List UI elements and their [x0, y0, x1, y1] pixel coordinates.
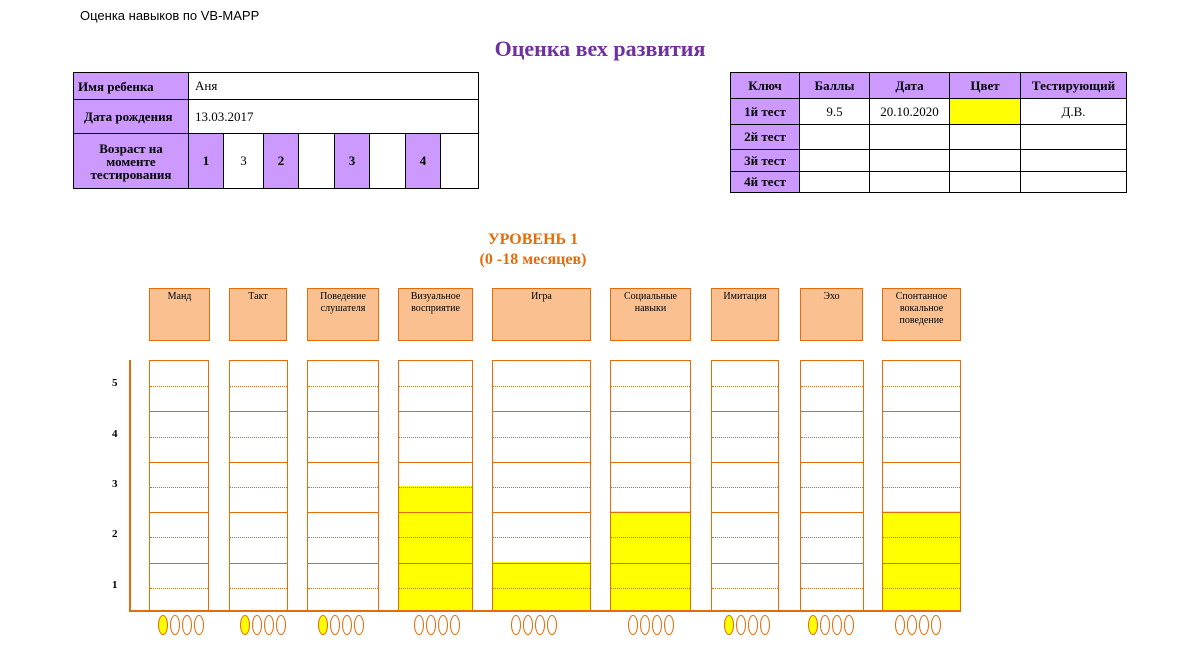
grid-line: [611, 462, 690, 463]
score-cell[interactable]: [800, 125, 870, 150]
color-swatch[interactable]: [950, 150, 1021, 172]
grid-line: [308, 437, 378, 438]
age-label-4: 4: [406, 134, 441, 189]
milestone-column[interactable]: [398, 360, 473, 612]
category-box: Эхо: [800, 288, 863, 341]
score-fill: [611, 511, 690, 612]
milestone-column[interactable]: [711, 360, 779, 612]
tester-cell[interactable]: [1021, 125, 1127, 150]
tester-cell[interactable]: [1021, 150, 1127, 172]
grid-line: [801, 588, 863, 589]
y-axis-label: 3: [112, 478, 118, 490]
milestone-oval[interactable]: [264, 615, 274, 635]
age-label-2: 2: [264, 134, 299, 189]
grid-line: [712, 487, 778, 488]
milestone-oval[interactable]: [664, 615, 674, 635]
grid-line: [493, 462, 590, 463]
color-swatch[interactable]: [950, 172, 1021, 193]
milestone-oval[interactable]: [748, 615, 758, 635]
grid-line: [308, 487, 378, 488]
grid-line: [308, 563, 378, 564]
grid-line: [493, 512, 590, 513]
document-header: Оценка навыков по VB-MAPP: [80, 8, 260, 23]
date-cell[interactable]: [870, 172, 950, 193]
grid-line: [399, 588, 472, 589]
milestone-oval[interactable]: [182, 615, 192, 635]
dob-value[interactable]: 13.03.2017: [189, 100, 479, 134]
grid-line: [399, 386, 472, 387]
milestone-oval[interactable]: [194, 615, 204, 635]
milestone-oval[interactable]: [919, 615, 929, 635]
milestone-oval[interactable]: [426, 615, 436, 635]
milestone-oval[interactable]: [640, 615, 650, 635]
category-box: Спонтанное вокальное поведение: [882, 288, 961, 341]
grid-line: [883, 512, 960, 513]
grid-line: [801, 537, 863, 538]
milestone-column[interactable]: [229, 360, 288, 612]
grid-line: [712, 386, 778, 387]
milestone-oval[interactable]: [318, 615, 328, 635]
grid-line: [611, 386, 690, 387]
grid-line: [611, 487, 690, 488]
age-value-2[interactable]: [299, 134, 335, 189]
milestone-oval[interactable]: [342, 615, 352, 635]
grid-line: [230, 462, 287, 463]
test-label: 2й тест: [731, 125, 800, 150]
grid-line: [150, 462, 208, 463]
color-header: Цвет: [950, 73, 1021, 99]
grid-line: [493, 411, 590, 412]
grid-line: [150, 563, 208, 564]
grid-line: [399, 512, 472, 513]
milestone-oval[interactable]: [628, 615, 638, 635]
milestone-oval[interactable]: [760, 615, 770, 635]
milestone-oval[interactable]: [252, 615, 262, 635]
table-row: [731, 150, 1127, 172]
milestone-oval[interactable]: [450, 615, 460, 635]
milestone-oval[interactable]: [808, 615, 818, 635]
age-label: Возраст на моменте тестирования: [74, 134, 189, 189]
grid-line: [493, 487, 590, 488]
milestone-oval[interactable]: [414, 615, 424, 635]
score-cell[interactable]: [800, 172, 870, 193]
date-cell[interactable]: [870, 125, 950, 150]
grid-line: [399, 411, 472, 412]
grid-line: [150, 588, 208, 589]
milestone-oval[interactable]: [438, 615, 448, 635]
milestone-column[interactable]: [610, 360, 691, 612]
milestone-column[interactable]: [492, 360, 591, 612]
milestone-oval[interactable]: [330, 615, 340, 635]
milestone-oval[interactable]: [931, 615, 941, 635]
grid-line: [308, 411, 378, 412]
date-cell[interactable]: 20.10.2020: [870, 99, 950, 125]
grid-line: [883, 588, 960, 589]
category-box: Имитация: [711, 288, 779, 341]
table-row: [731, 99, 1127, 125]
milestone-column[interactable]: [307, 360, 379, 612]
test-label: 4й тест: [731, 172, 800, 193]
score-cell[interactable]: 9.5: [800, 99, 870, 125]
grid-line: [308, 588, 378, 589]
tester-cell[interactable]: [1021, 172, 1127, 193]
milestone-column[interactable]: [149, 360, 209, 612]
age-value-4[interactable]: [441, 134, 479, 189]
grid-line: [611, 563, 690, 564]
grid-line: [493, 563, 590, 564]
milestone-oval[interactable]: [170, 615, 180, 635]
grid-line: [611, 411, 690, 412]
y-axis-label: 2: [112, 528, 118, 541]
child-name-label: Имя ребенка: [74, 73, 189, 100]
milestone-oval[interactable]: [832, 615, 842, 635]
test-label: 3й тест: [731, 150, 800, 172]
grid-line: [399, 563, 472, 564]
key-table: [730, 72, 1127, 193]
milestone-oval[interactable]: [652, 615, 662, 635]
y-axis-label: 5: [112, 377, 118, 390]
grid-line: [399, 437, 472, 438]
milestone-oval[interactable]: [240, 615, 250, 635]
milestone-oval[interactable]: [907, 615, 917, 635]
milestone-oval[interactable]: [354, 615, 364, 635]
y-axis-line: [129, 360, 131, 612]
grid-line: [308, 386, 378, 387]
grid-line: [493, 437, 590, 438]
grid-line: [230, 386, 287, 387]
test-label: 1й тест: [731, 99, 800, 125]
grid-line: [399, 487, 472, 488]
milestone-oval[interactable]: [511, 615, 521, 635]
score-cell[interactable]: [800, 150, 870, 172]
level-title: УРОВЕНЬ 1: [487, 231, 579, 248]
grid-line: [611, 537, 690, 538]
grid-line: [230, 563, 287, 564]
child-name-value[interactable]: Аня: [189, 73, 479, 100]
grid-line: [230, 487, 287, 488]
milestone-oval[interactable]: [523, 615, 533, 635]
grid-line: [308, 537, 378, 538]
category-box: Социальные навыки: [610, 288, 691, 341]
grid-line: [712, 512, 778, 513]
dob-label: Дата рождения: [74, 100, 189, 134]
table-row: [731, 125, 1127, 150]
grid-line: [150, 487, 208, 488]
grid-line: [150, 437, 208, 438]
grid-line: [230, 411, 287, 412]
grid-line: [801, 512, 863, 513]
grid-line: [308, 512, 378, 513]
milestone-oval[interactable]: [535, 615, 545, 635]
grid-line: [883, 487, 960, 488]
grid-line: [399, 537, 472, 538]
milestone-oval[interactable]: [820, 615, 830, 635]
grid-line: [883, 386, 960, 387]
level-heading: [0, 230, 1066, 270]
grid-line: [712, 563, 778, 564]
milestone-column[interactable]: [882, 360, 961, 612]
x-axis-line: [129, 610, 961, 612]
grid-line: [801, 563, 863, 564]
grid-line: [493, 537, 590, 538]
milestone-oval[interactable]: [724, 615, 734, 635]
category-box: Визуальное восприятие: [398, 288, 473, 341]
page-title: Оценка вех развития: [494, 36, 706, 61]
milestone-oval[interactable]: [276, 615, 286, 635]
milestone-column[interactable]: [800, 360, 864, 612]
grid-line: [150, 386, 208, 387]
table-row: [731, 172, 1127, 193]
grid-line: [308, 462, 378, 463]
grid-line: [883, 437, 960, 438]
grid-line: [801, 462, 863, 463]
age-value-1[interactable]: 3: [224, 134, 264, 189]
category-box: Такт: [229, 288, 287, 341]
grid-line: [801, 487, 863, 488]
grid-line: [230, 588, 287, 589]
y-axis-label: 4: [112, 427, 118, 440]
category-box: Игра: [492, 288, 591, 341]
grid-line: [230, 537, 287, 538]
grid-line: [150, 537, 208, 538]
grid-line: [801, 437, 863, 438]
level-subtitle: (0 -18 месяцев): [479, 251, 587, 268]
tester-cell[interactable]: Д.В.: [1021, 99, 1127, 125]
grid-line: [883, 462, 960, 463]
category-box: Манд: [149, 288, 210, 341]
color-swatch[interactable]: [950, 125, 1021, 150]
grid-line: [493, 588, 590, 589]
grid-line: [493, 386, 590, 387]
milestone-oval[interactable]: [158, 615, 168, 635]
score-fill: [493, 562, 590, 612]
child-info-table: [73, 72, 479, 189]
grid-line: [712, 462, 778, 463]
y-axis-label: 1: [112, 578, 118, 591]
date-cell[interactable]: [870, 150, 950, 172]
tester-header: Тестирующий: [1021, 73, 1127, 99]
grid-line: [150, 512, 208, 513]
grid-line: [883, 411, 960, 412]
milestone-oval[interactable]: [736, 615, 746, 635]
color-swatch[interactable]: [950, 99, 1021, 125]
grid-line: [712, 537, 778, 538]
grid-line: [712, 437, 778, 438]
score-fill: [399, 486, 472, 612]
grid-line: [712, 588, 778, 589]
score-fill: [883, 511, 960, 612]
age-label-3: 3: [335, 134, 370, 189]
grid-line: [611, 588, 690, 589]
age-value-3[interactable]: [370, 134, 406, 189]
grid-line: [230, 437, 287, 438]
grid-line: [801, 411, 863, 412]
date-header: Дата: [870, 73, 950, 99]
grid-line: [611, 512, 690, 513]
grid-line: [611, 437, 690, 438]
grid-line: [150, 411, 208, 412]
key-header: Ключ: [731, 73, 800, 99]
milestone-oval[interactable]: [895, 615, 905, 635]
grid-line: [883, 563, 960, 564]
grid-line: [883, 537, 960, 538]
grid-line: [712, 411, 778, 412]
milestone-oval[interactable]: [547, 615, 557, 635]
category-box: Поведение слушателя: [307, 288, 379, 341]
grid-line: [399, 462, 472, 463]
age-label-1: 1: [189, 134, 224, 189]
grid-line: [801, 386, 863, 387]
milestone-oval[interactable]: [844, 615, 854, 635]
score-header: Баллы: [800, 73, 870, 99]
grid-line: [230, 512, 287, 513]
